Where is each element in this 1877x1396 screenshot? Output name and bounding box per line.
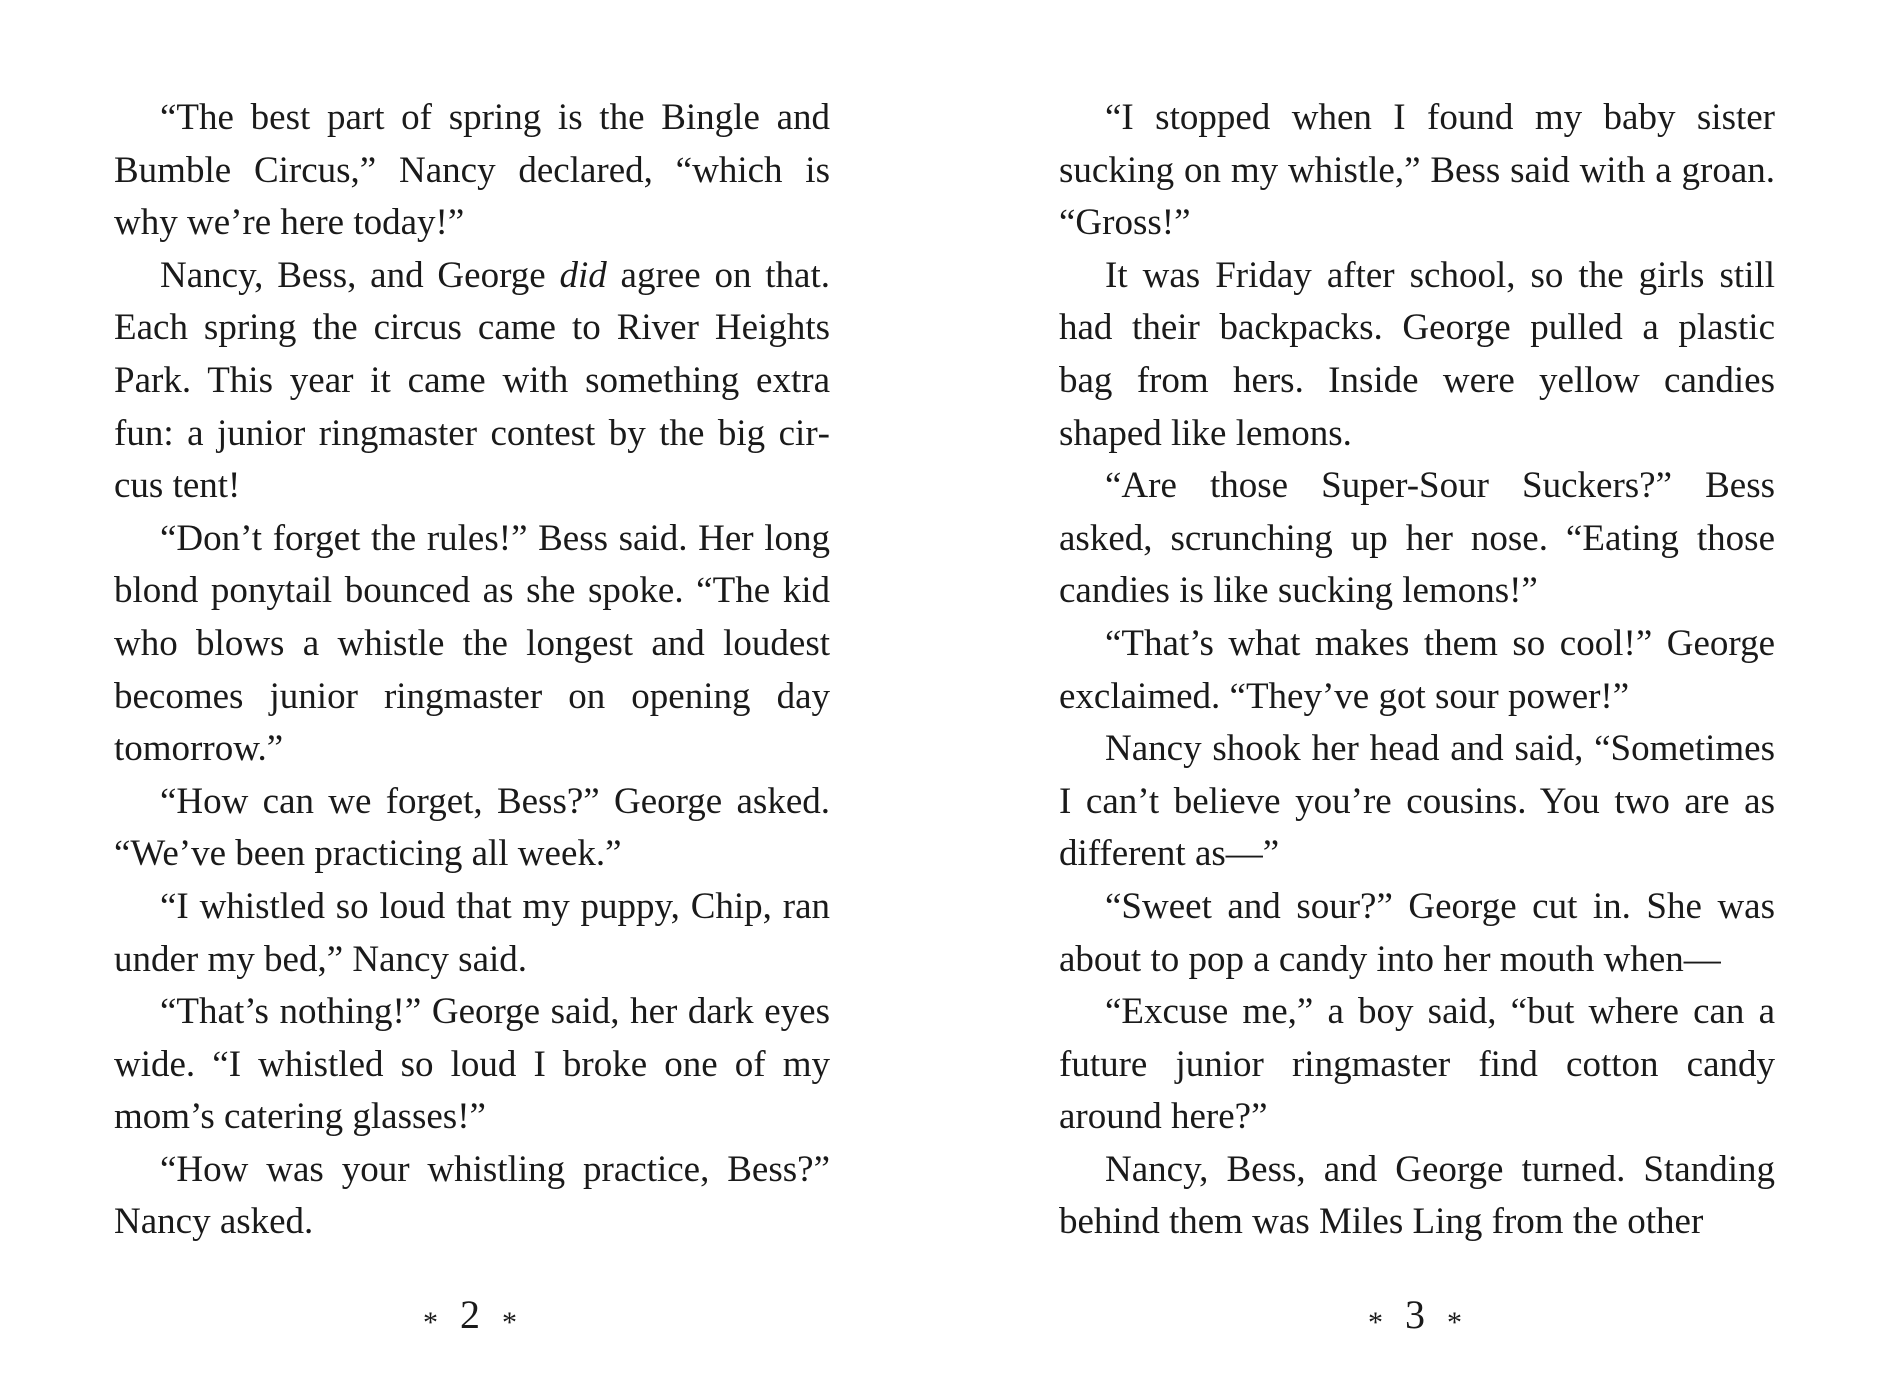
paragraph: “Are those Super-Sour Suckers?” Bess asked, scrunching up her nose. “Eating those candies is like sucking lemons!” xyxy=(1059,465,1775,612)
paragraph: Nancy shook her head and said, “Sometimes I can’t believe you’re cousins. You two are as different as—” xyxy=(1059,728,1775,875)
paragraph: “The best part of spring is the Bingle and Bumble Circus,” Nancy declared, “which is why we’re here today!” xyxy=(114,97,830,244)
paragraph xyxy=(114,250,830,513)
paragraph: “How can we forget, Bess?” George asked. “We’ve been practicing all week.” xyxy=(114,780,830,875)
paragraph: “I whistled so loud that my puppy, Chip, ran under my bed,” Nancy said. xyxy=(114,885,830,980)
paragraph: “How was your whistling practice, Bess?” Nancy asked. xyxy=(114,1148,830,1243)
page-number: 2 xyxy=(460,1292,480,1337)
paragraph-text: Nancy, Bess, and George xyxy=(160,254,560,296)
page-number-left xyxy=(370,1290,570,1344)
paragraph: “Excuse me,” a boy said, “but where can a future junior ringmaster find cotton candy around here?” xyxy=(1059,991,1775,1138)
paragraph: “Don’t forget the rules!” Bess said. Her long blond ponytail bounced as she spoke. “The kid who blows a whistle the longest and loudest becomes junior ringmaster on opening day tomorrow.” xyxy=(114,517,830,770)
paragraph: “That’s nothing!” George said, her dark eyes wide. “I whistled so loud I broke one of my mom’s catering glasses!” xyxy=(114,991,830,1138)
paragraph: “Sweet and sour?” George cut in. She was about to pop a candy into her mouth when— xyxy=(1059,885,1775,980)
paragraph-text: agree on that. Each spring the circus came to River Heights Park. This year it came with something extra fun: a junior ringmaster contest by the big circus tent! xyxy=(114,254,830,507)
star-ornament-icon: * xyxy=(423,1305,438,1339)
emphasized-word: did xyxy=(559,254,607,296)
right-page xyxy=(1059,92,1775,1249)
paragraph: “That’s what makes them so cool!” George exclaimed. “They’ve got sour power!” xyxy=(1059,622,1775,717)
star-ornament-icon: * xyxy=(1447,1305,1462,1339)
star-ornament-icon: * xyxy=(1368,1305,1383,1339)
paragraph: It was Friday after school, so the girls still had their backpacks. George pulled a plastic bag from hers. Inside were yellow candies shaped like lemons. xyxy=(1059,254,1775,454)
star-ornament-icon: * xyxy=(502,1305,517,1339)
paragraph: “I stopped when I found my baby sister sucking on my whistle,” Bess said with a groan. “Gross!” xyxy=(1059,97,1775,244)
page-number-right xyxy=(1315,1290,1515,1344)
left-page xyxy=(114,92,830,1249)
paragraph: Nancy, Bess, and George turned. Standing behind them was Miles Ling from the other xyxy=(1059,1148,1775,1243)
page-number: 3 xyxy=(1405,1292,1425,1337)
